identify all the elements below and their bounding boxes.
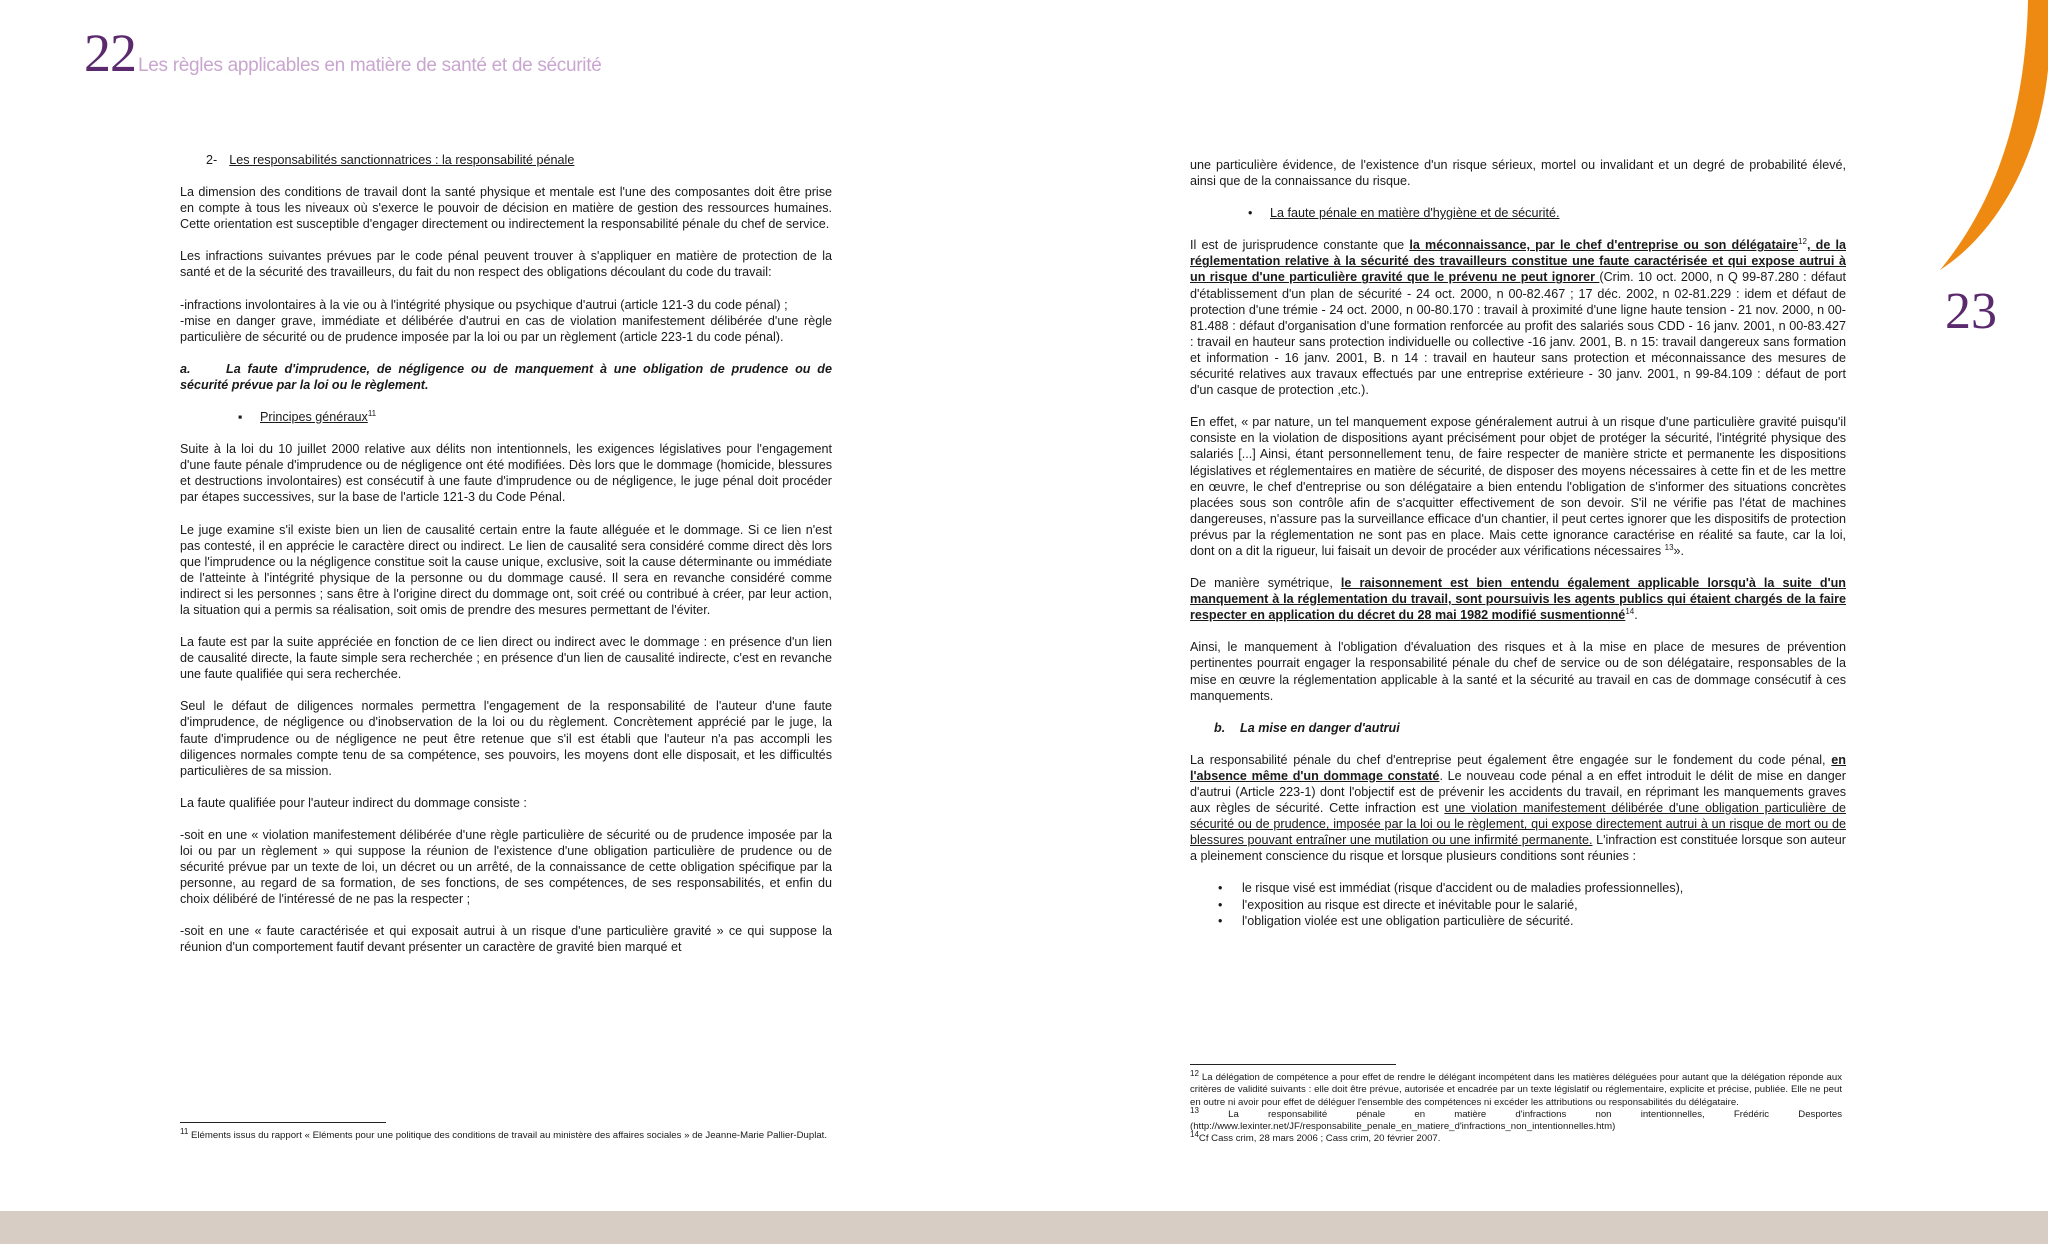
left-page-body [180, 152, 832, 972]
right-page-body [1190, 157, 1846, 945]
bullet-icon: • [1248, 206, 1253, 221]
paragraph: -infractions involontaires à la vie ou à l'intégrité physique ou psychique d'autrui (article 121-3 du code pénal) ; [180, 297, 788, 312]
running-title: Les règles applicables en matière de santé et de sécurité [138, 55, 602, 76]
footnote-divider [180, 1122, 386, 1123]
paragraph-en-effet: En effet, « par nature, un tel manquement expose généralement autrui à un risque d'une particulière gravité puisqu'il consiste en la violation de dispositions ayant précisément pour objet de protéger la sécurité, l'intégrité physique des salariés [...] Ainsi, étant personnellement tenu, de faire respecter de manière stricte et permanente les dispositions législatives et réglementaires en matière de sécurité, de disposer des moyens nécessaires à cette fin et de les mettre en œuvre, le chef d'entreprise ou son délégataire a bien entendu l'obligation de s'informer des situations concrètes placées sous son contrôle afin de s'acquitter effectivement de son devoir. S'il ne vérifie pas l'état de machines dangereuses, n'assure pas la surveillance efficace d'un chantier, il peut certes ignorer que les dispositifs de protection prévus par la réglementation ne sont pas en place. Mais cette ignorance caractérise en réalité sa faute, car la loi, dont on a dit la rigueur, lui faisait un devoir de procéder aux vérifications nécessaires $^{13}$». [1190, 415, 1846, 558]
footnote-14: $^{14}$Cf Cass crim, 28 mars 2006 ; Cass crim, 20 février 2007. [1190, 1130, 1441, 1145]
subheading-b: b. La mise en danger d'autrui [1214, 720, 1400, 735]
paragraph: Suite à la loi du 10 juillet 2000 relative aux délits non intentionnels, les exigences législatives pour l'engagement d'une faute pénale d'imprudence ou de négligence ont été modifiées. Dès lors que le dommage (homicide, blessures et destructions involontaires) est consécutif à une faute d'imprudence ou de négligence, le juge pénal doit procéder par étapes successives, sur la base de l'article 121-3 du Code Pénal. [180, 442, 832, 505]
paragraph: -soit en une « faute caractérisée et qui exposait autrui à un risque d'une particulière gravité » ce qui suppose la réunion d'un comportement fautif devant présenter un caractère de gravité bien marqué et [180, 924, 832, 955]
bullet-icon: • [1218, 913, 1223, 928]
list-item: • le risque visé est immédiat (risque d'accident ou de maladies professionnelles), [1218, 881, 1684, 896]
footer-band [0, 1211, 2048, 1244]
bullet-principes: ▪ Principes généraux$^{11}$ [238, 408, 377, 425]
section-heading: 2- Les responsabilités sanctionnatrices : la responsabilité pénale [206, 153, 575, 167]
bullet-icon: • [1218, 897, 1223, 912]
paragraph-jurisprudence: Il est de jurisprudence constante que la méconnaissance, par le chef d'entreprise ou son délégataire$^{12}$, de la réglementation relative à la sécurité des travailleurs constitue une faute caractérisée et qui expose autrui à un risque d'une particulière gravité que le prévenu ne peut ignorer (Crim. 10 oct. 2000, n Q 99-87.280 : défaut d'établissement d'un plan de sécurité - 24 oct. 2000, n 00-82.467 ; 17 déc. 2002, n 02-81.229 : idem et défaut de protection d'une trémie - 24 oct. 2000, n 00-80.170 : travail à proximité d'une ligne haute tension - 21 nov. 2000, n 00-81.488 : défaut d'organisation d'une formation renforcée au profit des salariés sous CDD - 16 janv. 2001, n 00-83.427 : travail en hauteur sans protection individuelle ou collective -16 janv. 2001, B. n 15: travail dangereux sans formation et information - 16 janv. 2001, B. n 14 : travail en hauteur sans protection et méconnaissance des mesures de sécurité relatives aux travaux effectués par une entreprise extérieure - 30 janv. 2001, n 99-84.109 : défaut de port d'un casque de protection ,etc.). [1190, 237, 1846, 398]
page-number-left: 22 [84, 23, 136, 83]
page-number-right: 23 [1945, 283, 1997, 340]
footnote-11: $^{11}$ Eléments issus du rapport « Eléments pour une politique des conditions de travail au ministère des affaires sociales » de Jeanne-Marie Pallier-Duplat. [180, 1126, 828, 1141]
paragraph: Les infractions suivantes prévues par le code pénal peuvent trouver à s'appliquer en matière de protection de la santé et de la sécurité des travailleurs, du fait du non respect des obligations découlant du code du travail: [180, 249, 832, 280]
paragraph: Le juge examine s'il existe bien un lien de causalité certain entre la faute alléguée et le dommage. Si ce lien n'est pas contesté, il en apprécie le caractère direct ou indirect. Le lien de causalité sera considéré comme direct dès lors que l'imprudence ou la négligence constitue soit la cause unique, exclusive, soit la cause déterminante ou immédiate de l'atteinte à l'intégrité physique de la personne ou du dommage causé. Il sera en revanche considéré comme indirect si les personnes ; sans être à l'origine direct du dommage ont, soit créé ou contribué à créer, par leur action, la situation qui a permis sa réalisation, soit omis de prendre des mesures permettant de l'éviter. [180, 522, 832, 617]
paragraph-mise-en-danger: La responsabilité pénale du chef d'entreprise peut également être engagée sur le fondement du code pénal, en l'absence même d'un dommage constaté. Le nouveau code pénal a en effet introduit le délit de mise en danger d'autrui (Article 223-1) dont l'objectif est de prévenir les accidents du travail, en réprimant les manquements graves aux règles de sécurité. Cette infraction est une violation manifestement délibérée d'une obligation particulière de sécurité ou de prudence, imposée par la loi ou le règlement, qui expose directement autrui à un risque de mort ou de blessures pouvant entraîner une mutilation ou une infirmité permanente. L'infraction est constituée lorsque son auteur a pleinement conscience du risque et lorsque plusieurs conditions sont réunies : [1190, 752, 1846, 864]
paragraph: -mise en danger grave, immédiate et délibérée d'autrui en cas de violation manifestement délibérée d'une règle particulière de sécurité ou de prudence imposée par la loi ou par un règlement (article 223-1 du code pénal). [180, 313, 832, 344]
paragraph: Seul le défaut de diligences normales permettra l'engagement de la responsabilité de l'auteur d'une faute d'imprudence, de négligence ou d'inobservation de la loi ou du règlement. Concrètement apprécié par le juge, la faute d'imprudence ou de négligence ne peut être retenue que s'il est établi que l'auteur n'a pas accompli les diligences normales compte tenu de sa compétence, ses pouvoirs, les moyens dont elle disposait, et les difficultés particulières de sa mission. [180, 699, 832, 778]
list-item: • l'exposition au risque est directe et inévitable pour le salarié, [1218, 897, 1578, 912]
footnote-divider [1190, 1064, 1396, 1065]
paragraph: La faute est par la suite appréciée en fonction de ce lien direct ou indirect avec le dommage : en présence d'un lien de causalité directe, la faute simple sera recherchée ; en présence d'un lien de causalité indirecte, c'est en revanche une faute qualifiée qui sera recherchée. [180, 635, 832, 682]
paragraph: une particulière évidence, de l'existence d'un risque sérieux, mortel ou invalidant et un degré de probabilité élevé, ainsi que de la connaissance du risque. [1190, 158, 1846, 189]
footnote-12: $^{12}$ La délégation de compétence a pour effet de rendre le délégant incompétent dans les matières déléguées pour autant que la délégation réponde aux critères de validité suivants : elle doit être prévue, autorisée et encadrée par un texte législatif ou réglementaire, explicite et précise, publiée. Elle ne peut en outre ni avoir pour effet de déléguer l'ensemble des compétences ni excéder les attributions ou responsabilités du délégataire. [1190, 1068, 1842, 1108]
list-item: • l'obligation violée est une obligation particulière de sécurité. [1218, 913, 1574, 928]
paragraph: -soit en une « violation manifestement délibérée d'une règle particulière de sécurité ou de prudence imposée par la loi ou par un règlement » qui suppose la réunion de l'existence d'une obligation particulière de prudence ou de sécurité prévue par un texte de loi, un décret ou un arrêté, de la connaissance de cette obligation spécifique par la personne, au regard de sa formation, de ses fonctions, de ses compétences, de ses responsabilités, et enfin du choix délibéré de l'intéressé de ne pas la respecter ; [180, 827, 832, 907]
footnotes-right [1190, 1068, 1843, 1146]
paragraph: La dimension des conditions de travail dont la santé physique et mentale est l'une des composantes doit être prise en compte à tous les niveaux où s'exerce le pouvoir de décision en matière de gestion des ressources humaines. Cette orientation est susceptible d'engager directement ou indirectement la responsabilité pénale du chef de service. [180, 185, 832, 232]
subheading-a: a. La faute d'imprudence, de négligence ou de manquement à une obligation de prudence ou de sécurité prévue par la loi ou le règlement. [180, 361, 832, 392]
conditions-list [1190, 880, 1846, 928]
bullet-faute-penale: • La faute pénale en matière d'hygiène et de sécurité. [1248, 206, 1560, 221]
bullet-icon: ▪ [238, 410, 243, 425]
paragraph-symetrique: De manière symétrique, le raisonnement est bien entendu également applicable lorsqu'à la suite d'un manquement à la réglementation du travail, sont poursuivis les agents publics qui étaient chargés de la faire respecter en application du décret du 28 mai 1982 modifié susmentionné$^{14}$. [1190, 576, 1846, 623]
footnote-13: $^{13}$ La responsabilité pénale en matière d'infractions non intentionnelles, Frédéric Desportes (http://www.lexinter.net/JF/responsabilite_penale_en_matiere_d'infractions_non_intentionnelles.htm) [1190, 1105, 1843, 1133]
paragraph: La faute qualifiée pour l'auteur indirect du dommage consiste : [180, 795, 527, 810]
orange-swoosh-decoration [1940, 0, 2048, 280]
bullet-icon: • [1218, 881, 1223, 896]
page-header [84, 23, 602, 83]
paragraph: Ainsi, le manquement à l'obligation d'évaluation des risques et à la mise en place de mesures de prévention pertinentes pourrait engager la responsabilité pénale du chef de service ou de son délégataire, responsables de la mise en œuvre la réglementation applicable à la santé et la sécurité au travail en cas de dommage consécutif à ces manquements. [1190, 640, 1846, 703]
